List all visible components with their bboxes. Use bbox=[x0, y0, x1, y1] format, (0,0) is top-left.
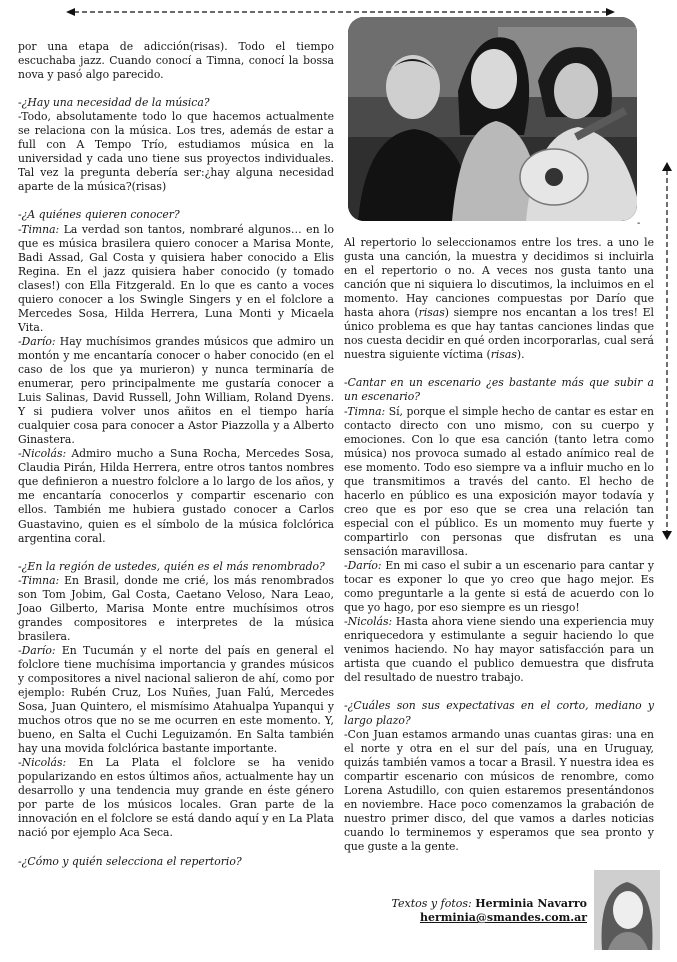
paragraph-gap bbox=[344, 362, 654, 376]
left-column bbox=[18, 40, 334, 869]
italic-aside: risas bbox=[490, 348, 517, 362]
speaker-name: -Nicolás: bbox=[18, 447, 67, 461]
answer-paragraph: -Darío: En Tucumán y el norte del país en general el folclore tiene muchísima importancia y grandes músicos y compositores a nivel nacional salieron de ahí, como por ejemplo: Rubén Cruz, Los Nuñes, Juan Falú, Mercedes Sosa, Juan Quintero, el mismísimo Atahualpa Yupanqui y muchos otros que no se me ocurren en este momento. Y, bueno, en Salta el Cuchi Leguizamón. En Salta también hay una movida folclórica bastante importante. bbox=[18, 643, 334, 756]
speaker-name: -Nicolás: bbox=[344, 615, 393, 629]
answer-paragraph: -Nicolás: Admiro mucho a Suna Rocha, Mercedes Sosa, Claudia Pirán, Hilda Herrera, entre otros tantos nombres que definieron a nuestro folclore a lo largo de los años, y me encantaría conocerlos y compartir escenario con ellos. También me hubiera gustado conocer a Carlos Guastavino, quien es el símbolo de la música folclórica argentina coral. bbox=[18, 447, 334, 545]
speaker-name: -Darío: bbox=[18, 643, 56, 657]
speaker-name: -Darío: bbox=[344, 559, 382, 573]
body-paragraph: -Con Juan estamos armando unas cuantas giras: una en el norte y otra en el sur del país, una en Uruguay, quizás también vamos a tocar a Brasil. Y nuestra idea es compartir escenario con músicos de renombre, como Lorena Astudillo, con quien estaremos presentándonos en noviembre. Hace poco comenzamos la grabación de nuestro primer disco, del que vamos a darles noticias cuando lo terminemos y esperamos que sea pronto y que guste a la gente. bbox=[344, 727, 654, 853]
interview-question: -¿Hay una necesidad de la música? bbox=[18, 96, 210, 110]
right-column bbox=[344, 236, 654, 854]
author-portrait bbox=[594, 870, 660, 950]
paragraph-gap bbox=[344, 685, 654, 699]
paragraph-gap bbox=[18, 82, 334, 96]
credits-name: Herminia Navarro bbox=[475, 897, 587, 910]
credits-email-link[interactable]: herminia@smandes.com.ar bbox=[419, 911, 587, 924]
side-dashed-arrow bbox=[661, 162, 673, 540]
speaker-name: -Timna: bbox=[18, 573, 60, 587]
body-paragraph: por una etapa de adicción(risas). Todo el tiempo escuchaba jazz. Cuando conocí a Timna, conocí la bossa nova y pasó algo parecido. bbox=[18, 40, 334, 82]
answer-paragraph: -Timna: En Brasil, donde me crié, los más renombrados son Tom Jobim, Gal Costa, Caetano Veloso, Nara Leao, Joao Gilberto, Marisa Monte entre muchísimos otros grandes compositores e interpretes de la música brasilera. bbox=[18, 573, 334, 643]
paragraph-gap bbox=[18, 194, 334, 208]
answer-paragraph: -Timna: Sí, porque el simple hecho de cantar es estar en contacto directo con uno mismo, con su cuerpo y emociones. Con lo que esa canción (tanto letra como música) nos provoca sumado al estado anímico real de ese momento. Todo eso siempre va a influir mucho en lo que transmitimos a través del canto. El hecho de hacerlo en público es una exposición mayor todavía y creo que es por eso que se crea una relación tan especial con el público. Es un momento muy fuerte y compartirlo con personas que disfrutan es una sensación maravillosa. bbox=[344, 404, 654, 558]
speaker-name: -Nicolás: bbox=[18, 756, 67, 770]
photo-dash: - bbox=[637, 218, 641, 229]
credits-label: Textos y fotos: bbox=[391, 897, 472, 910]
top-dashed-arrow bbox=[66, 7, 615, 17]
interview-question: -Cantar en un escenario ¿es bastante más que subir a un escenario? bbox=[344, 376, 654, 404]
answer-paragraph: -Nicolás: En La Plata el folclore se ha venido popularizando en estos últimos años, actualmente hay un desarrollo y una tendencia muy grande en éste género por parte de los músicos locales. Gran parte de la innovación en el folclore se está dando aquí y en La Plata nació por ejemplo Aca Seca. bbox=[18, 756, 334, 840]
band-photo bbox=[348, 17, 637, 221]
paragraph-gap bbox=[18, 841, 334, 855]
answer-paragraph: -Darío: En mi caso el subir a un escenario para cantar y tocar es exponer lo que yo creo que hago mejor. Es como preguntarle a la gente si está de acuerdo con lo que yo hago, por eso siempre es un riesgo! bbox=[344, 559, 654, 615]
interview-question: -¿A quiénes quieren conocer? bbox=[18, 208, 180, 222]
answer-paragraph: -Nicolás: Hasta ahora viene siendo una experiencia muy enriquecedora y estimulante a seguir haciendo lo que venimos haciendo. No hay mayor satisfacción para un artista que cuando el publico demuestra que disfruta del resultado de nuestro trabajo. bbox=[344, 615, 654, 685]
body-paragraph: -Todo, absolutamente todo lo que hacemos actualmente se relaciona con la música. Los tres, además de estar a full con A Tempo Trío, estudiamos música en la universidad y cada uno tiene sus proyectos individuales. Tal vez la pregunta debería ser:¿hay alguna necesidad aparte de la música?(risas) bbox=[18, 110, 334, 194]
interview-question: -¿Cómo y quién selecciona el repertorio? bbox=[18, 854, 242, 868]
paragraph-gap bbox=[18, 546, 334, 560]
answer-paragraph: -Darío: Hay muchísimos grandes músicos que admiro un montón y me encantaría conocer o haber conocido (en el caso de los que ya murieron) y nunca terminaría de enumerar, pero principalmente me gustaría conocer a Luis Salinas, David Russell, John William, Roland Dyens. Y si pudiera volver unos añitos en el tiempo haría cualquier cosa para conocer a Astor Piazzolla y a Alberto Ginastera. bbox=[18, 334, 334, 447]
answer-paragraph: -Timna: La verdad son tantos, nombraré algunos… en lo que es música brasilera quiero conocer a Marisa Monte, Badi Assad, Gal Costa y quisiera haber conocido a Elis Regina. En el jazz quisiera haber conocido (y tomado clases!) con Ella Fitzgerald. En lo que es canto a voces quiero conocer a los Swingle Singers y en el folclore a Mercedes Sosa, Hilda Herrera, Luna Monti y Micaela Vita. bbox=[18, 222, 334, 334]
italic-aside: risas bbox=[418, 306, 445, 320]
interview-question: -¿Cuáles son sus expectativas en el corto, mediano y largo plazo? bbox=[344, 699, 654, 727]
answer-paragraph: Al repertorio lo seleccionamos entre los tres. a uno le gusta una canción, la muestra y decidimos si incluirla en el repertorio o no. A veces nos gusta tanto una canción que ni siquiera lo discutimos, la incluimos en el momento. Hay canciones compuestas por Darío que hasta ahora (risas) siempre nos encantan a los tres! El único problema es que hay tantas canciones lindas que nos cuesta decidir en qué orden incorporarlas, cual será nuestra siguiente víctima (risas). bbox=[344, 236, 654, 362]
speaker-name: -Timna: bbox=[344, 404, 386, 418]
speaker-name: -Darío: bbox=[18, 334, 56, 348]
interview-question: -¿En la región de ustedes, quién es el más renombrado? bbox=[18, 559, 325, 573]
credits bbox=[392, 897, 587, 925]
speaker-name: -Timna: bbox=[18, 222, 60, 236]
